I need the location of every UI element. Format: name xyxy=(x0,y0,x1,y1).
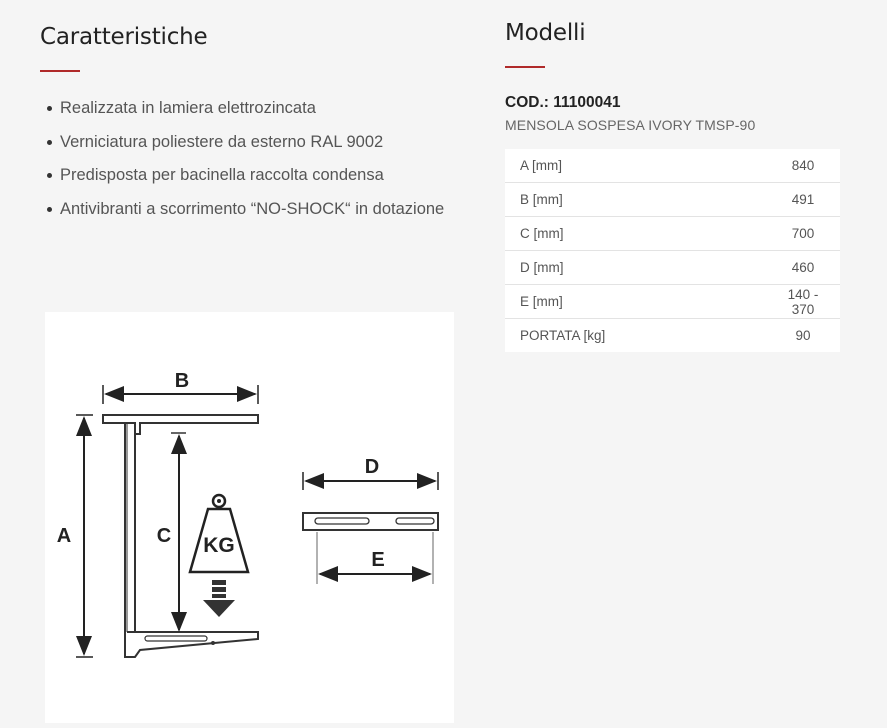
spec-label: C [mm] xyxy=(505,217,763,251)
table-row xyxy=(505,217,840,251)
models-title-underline xyxy=(505,66,545,68)
label-kg: KG xyxy=(203,534,235,557)
models-section xyxy=(505,20,840,352)
spec-value: 90 xyxy=(795,328,811,343)
table-row xyxy=(505,251,840,285)
feature-item xyxy=(40,197,480,231)
models-title: Modelli xyxy=(505,20,586,46)
label-c: C xyxy=(156,525,172,547)
features-section xyxy=(40,24,480,231)
dimension-c xyxy=(157,436,179,630)
feature-text: Realizzata in lamiera elettrozincata xyxy=(60,99,316,117)
spec-value: 140 - 370 xyxy=(763,285,840,319)
table-row xyxy=(505,183,840,217)
spec-value: 840 xyxy=(763,149,840,183)
dimension-b xyxy=(103,370,258,404)
bullet-icon xyxy=(47,173,52,178)
label-d: D xyxy=(364,456,380,478)
spec-value: 700 xyxy=(763,217,840,251)
feature-item xyxy=(40,96,480,130)
spec-label: PORTATA [kg] xyxy=(520,328,606,343)
specs-table xyxy=(505,149,840,352)
product-name: MENSOLA SOSPESA IVORY TMSP-90 xyxy=(505,117,756,133)
table-row xyxy=(505,319,840,353)
feature-text: Verniciatura poliestere da esterno RAL 9002 xyxy=(60,132,384,151)
bullet-icon xyxy=(47,106,52,111)
table-row xyxy=(505,149,840,183)
spec-value: 460 xyxy=(763,251,840,285)
feature-text: Antivibranti a scorrimento “NO-SHOCK“ in dotazione xyxy=(60,200,445,219)
feature-item xyxy=(40,163,480,197)
weight-icon xyxy=(190,495,248,617)
feature-text: Predisposta per bacinella raccolta condensa xyxy=(60,166,384,185)
product-code: COD.: 11100041 xyxy=(505,94,621,111)
dimension-a xyxy=(57,415,93,657)
spec-value: 491 xyxy=(763,183,840,217)
label-b: B xyxy=(174,370,190,392)
table-row xyxy=(505,285,840,319)
features-list xyxy=(40,96,480,231)
spec-label: B [mm] xyxy=(505,183,763,217)
product-diagram xyxy=(45,312,454,723)
label-e: E xyxy=(371,549,385,571)
bullet-icon xyxy=(47,140,52,145)
label-a: A xyxy=(56,525,72,547)
spec-label: D [mm] xyxy=(505,251,763,285)
dimension-e xyxy=(317,532,433,584)
features-title-underline xyxy=(40,70,80,72)
bracket-diagram-svg xyxy=(45,312,454,723)
features-title: Caratteristiche xyxy=(40,24,208,50)
bullet-icon xyxy=(47,207,52,212)
feature-item xyxy=(40,130,480,164)
rail-shape xyxy=(303,513,438,530)
spec-label: E [mm] xyxy=(505,285,763,319)
dimension-d xyxy=(303,456,438,490)
spec-label: A [mm] xyxy=(505,149,763,183)
